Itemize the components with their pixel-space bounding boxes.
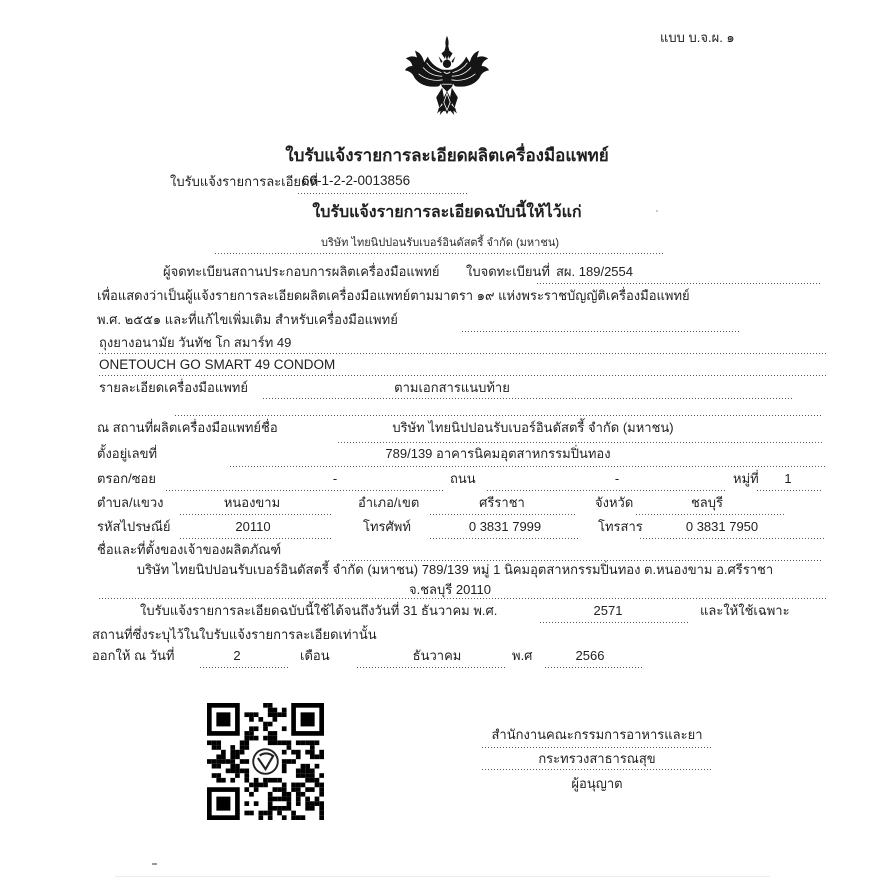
thai-garuda-icon — [399, 34, 495, 148]
issue-month: ธันวาคม — [412, 648, 462, 663]
subdistrict-label: ตำบล/แขวง — [97, 495, 164, 510]
qr-code-icon — [207, 703, 324, 820]
postcode-value: 20110 — [235, 519, 271, 534]
moo-value: 1 — [784, 471, 792, 486]
device-details-value: ตามเอกสารแนบท้าย — [394, 380, 510, 395]
district-value: ศรีราชา — [479, 495, 525, 510]
validity-text: ใบรับแจ้งรายการละเอียดฉบับนี้ใช้ได้จนถึงวันที่ 31 ธันวาคม พ.ศ. — [140, 603, 498, 618]
page-title: ใบรับแจ้งรายการละเอียดผลิตเครื่องมือแพทย์ — [285, 146, 609, 165]
dotted-line — [430, 538, 578, 539]
dotted-line — [166, 490, 444, 491]
fax-label: โทรสาร — [598, 519, 643, 534]
signature-org-line1: สำนักงานคณะกรรมการอาหารและยา — [491, 727, 703, 742]
signer-title: ผู้อนุญาต — [571, 776, 623, 791]
district-label: อำเภอ/เขต — [358, 495, 420, 510]
soi-label: ตรอก/ซอย — [97, 471, 156, 486]
issue-day: 2 — [233, 648, 241, 663]
province-label: จังหวัด — [595, 495, 634, 510]
dotted-line — [175, 415, 822, 416]
site-label: ณ สถานที่ผลิตเครื่องมือแพทย์ชื่อ — [97, 420, 278, 435]
site-address-label: ตั้งอยู่เลขที่ — [97, 446, 158, 461]
postcode-label: รหัสไปรษณีย์ — [97, 519, 171, 534]
validity-line2: สถานที่ซึ่งระบุไว้ในใบรับแจ้งรายการละเอียดเท่านั้น — [92, 627, 377, 642]
site-address-value: 789/139 อาคารนิคมอุตสาหกรรมปิ่นทอง — [385, 446, 611, 461]
qr-code — [207, 703, 324, 820]
dotted-line — [338, 442, 823, 443]
subdistrict-value: หนองขาม — [223, 495, 281, 510]
registration-no-label: ใบจดทะเบียนที่ — [466, 264, 550, 279]
dotted-line — [180, 538, 332, 539]
garuda-emblem — [399, 34, 495, 148]
dotted-line — [298, 193, 468, 194]
page-edge-line — [115, 876, 770, 877]
owner-address-line1: บริษัท ไทยนิปปอนรับเบอร์อินดัสตรี้ จำกัด (มหาชน) 789/139 หมู่ 1 นิคมอุตสาหกรรมปิ่นทอง ต.หนองขาม อ.ศรีราชา — [136, 562, 774, 577]
phone-value: 0 3831 7999 — [468, 519, 542, 534]
dotted-line — [99, 353, 827, 354]
issue-month-label: เดือน — [300, 648, 330, 663]
dotted-line — [430, 514, 576, 515]
province-value: ชลบุรี — [690, 495, 724, 510]
dotted-line — [180, 514, 332, 515]
dotted-line — [640, 538, 826, 539]
receipt-no-value: 66-1-2-2-0013856 — [302, 173, 411, 188]
receipt-no-label: ใบรับแจ้งรายการละเอียดที่ — [170, 174, 319, 189]
owner-address-line2: จ.ชลบุรี 20110 — [408, 582, 492, 597]
device-name-en: ONETOUCH GO SMART 49 CONDOM — [99, 357, 336, 372]
registration-no-value: สผ. 189/2554 — [556, 264, 633, 279]
device-name-th: ถุงยางอนามัย วันทัช โก สมาร์ท 49 — [99, 335, 292, 350]
phone-label: โทรศัพท์ — [363, 519, 411, 534]
dotted-line — [99, 598, 827, 599]
dotted-line — [263, 398, 792, 399]
dotted-line — [357, 667, 507, 668]
moo-label: หมู่ที่ — [733, 471, 759, 486]
soi-value: - — [332, 471, 338, 486]
site-name: บริษัท ไทยนิปปอนรับเบอร์อินดัสตรี้ จำกัด (มหาชน) — [392, 420, 674, 435]
registration-line3: พ.ศ. ๒๕๕๑ และที่แก้ไขเพิ่มเติม สำหรับเครื่องมือแพทย์ — [97, 312, 398, 327]
dotted-line — [230, 466, 827, 467]
issue-date-label: ออกให้ ณ วันที่ — [92, 648, 175, 663]
dotted-line — [757, 490, 823, 491]
registration-line2: เพื่อแสดงว่าเป็นผู้แจ้งรายการละเอียดผลิตเครื่องมือแพทย์ตามมาตรา ๑๙ แห่งพระราชบัญญัติเครื่องมือแพทย์ — [97, 288, 690, 303]
road-label: ถนน — [450, 471, 476, 486]
scan-speck — [152, 863, 157, 865]
road-value: - — [614, 471, 620, 486]
dotted-line — [462, 331, 740, 332]
dotted-line — [99, 375, 827, 376]
dotted-line — [540, 622, 688, 623]
fax-value: 0 3831 7950 — [685, 519, 759, 534]
form-code: แบบ บ.จ.ผ. ๑ — [660, 30, 735, 45]
dotted-line — [482, 747, 713, 748]
owner-label: ชื่อและที่ตั้งของเจ้าของผลิตภัณฑ์ — [97, 542, 282, 557]
issued-to-company: บริษัท ไทยนิปปอนรับเบอร์อินดัสตรี้ จำกัด (มหาชน) — [321, 237, 559, 249]
dotted-line — [482, 769, 713, 770]
issued-to-heading: ใบรับแจ้งรายการละเอียดฉบับนี้ให้ไว้แก่ — [312, 204, 582, 221]
scan-speck — [656, 210, 658, 212]
device-details-label: รายละเอียดเครื่องมือแพทย์ — [99, 380, 248, 395]
validity-year: 2571 — [593, 603, 623, 618]
dotted-line — [215, 253, 663, 254]
dotted-line — [200, 667, 288, 668]
dotted-line — [545, 667, 642, 668]
signature-org-line2: กระทรวงสาธารณสุข — [538, 751, 656, 766]
dotted-line — [343, 560, 822, 561]
issue-year: 2566 — [575, 648, 605, 663]
registrant-text: ผู้จดทะเบียนสถานประกอบการผลิตเครื่องมือแพทย์ — [163, 264, 440, 279]
dotted-line — [487, 490, 727, 491]
issue-era-label: พ.ศ — [512, 648, 533, 663]
validity-suffix: และให้ใช้เฉพาะ — [700, 603, 790, 618]
dotted-line — [537, 283, 822, 284]
dotted-line — [636, 514, 786, 515]
